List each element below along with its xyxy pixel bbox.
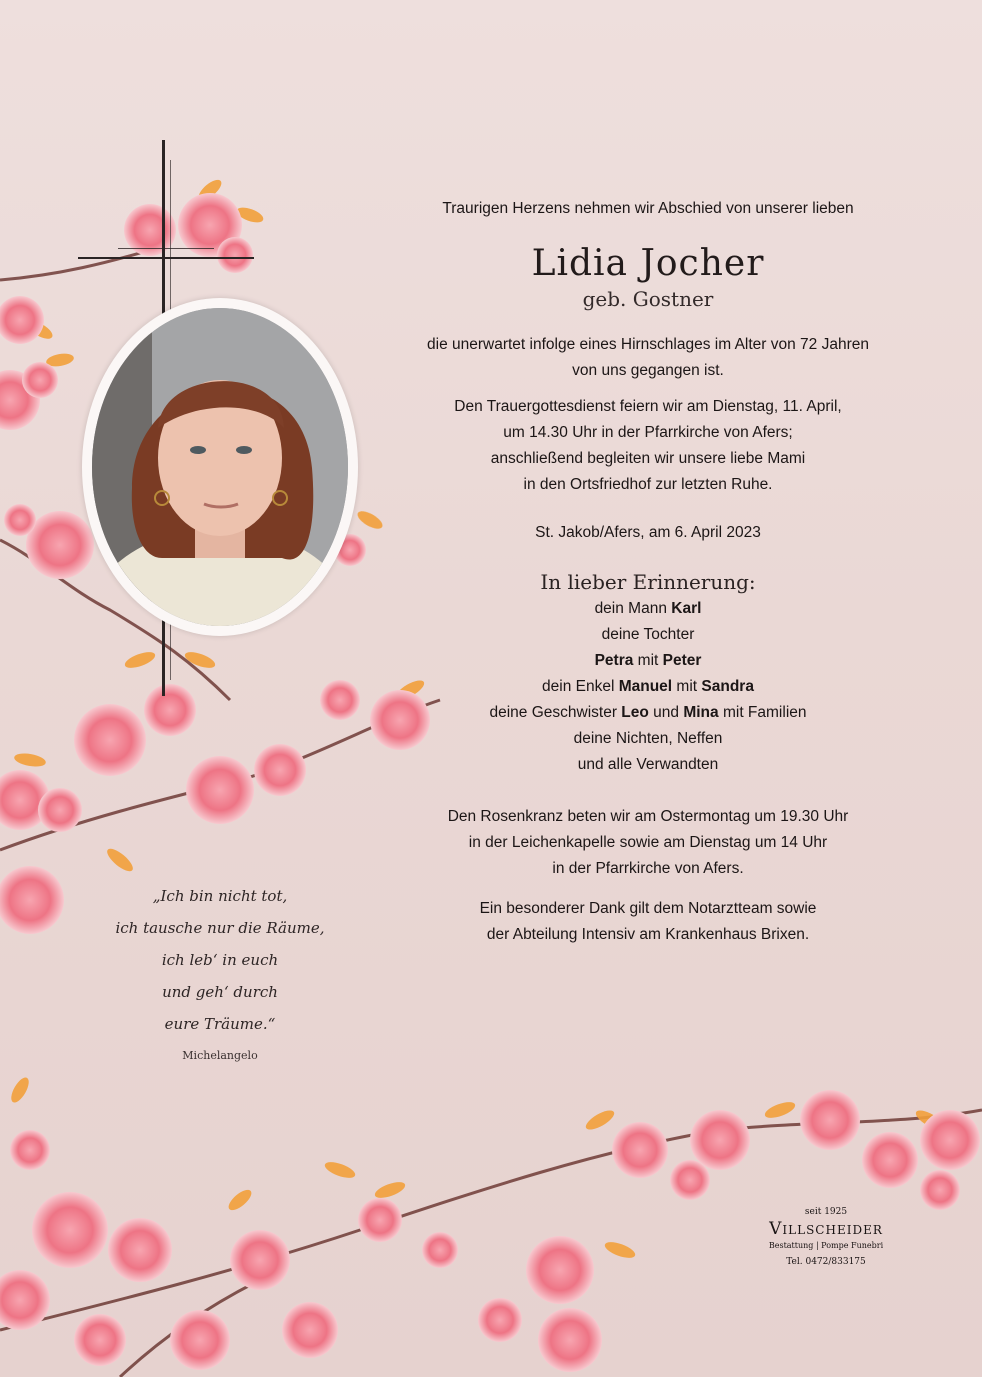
cross-horizontal-bar (78, 257, 254, 259)
family-line: deine Tochter (601, 626, 695, 643)
thanks-notice (400, 896, 896, 948)
family-line: und alle Verwandten (577, 756, 719, 773)
portrait-photo (92, 308, 348, 626)
quote-line: ich tausche nur die Räume, (115, 919, 325, 937)
family-line: deine Nichten, Neffen (573, 730, 723, 747)
quote-line: „Ich bin nicht tot, (152, 887, 288, 905)
family-line: Petra mit Peter (594, 652, 702, 669)
memorial-quote (100, 880, 340, 1040)
logo-name: Villscheider (769, 1219, 883, 1239)
quote-line: ich leb‘ in euch (161, 951, 279, 969)
service-line: Den Trauergottesdienst feiern wir am Dienstag, 11. April, (454, 398, 842, 415)
quote-author: Michelangelo (182, 1049, 258, 1062)
service-line: anschließend begleiten wir unsere liebe Mami (490, 450, 806, 467)
place-date: St. Jakob/Afers, am 6. April 2023 (535, 524, 761, 541)
funeral-service (400, 394, 896, 498)
quote-line: eure Träume.“ (164, 1015, 276, 1033)
family-line: dein Mann Karl (594, 600, 702, 617)
remembrance-heading: In lieber Erinnerung: (540, 570, 756, 594)
quote-line: und geh‘ durch (162, 983, 278, 1001)
family-list (400, 596, 896, 778)
rosary-notice (400, 804, 896, 882)
funeral-home-logo (752, 1207, 900, 1269)
passing-notice (400, 332, 896, 384)
rosary-line: in der Pfarrkirche von Afers. (552, 860, 744, 877)
logo-subtitle: Bestattung | Pompe Funebri (768, 1241, 884, 1250)
portrait-frame (82, 298, 358, 636)
passing-line: die unerwartet infolge eines Hirnschlages im Alter von 72 Jahren (427, 336, 869, 353)
maiden-name: geb. Gostner (582, 287, 714, 311)
obituary-text (400, 196, 896, 948)
logo-since: seit 1925 (804, 1207, 848, 1217)
thanks-line: der Abteilung Intensiv am Krankenhaus Brixen. (486, 926, 810, 943)
intro-text: Traurigen Herzens nehmen wir Abschied von unserer lieben (442, 200, 854, 217)
rosary-line: Den Rosenkranz beten wir am Ostermontag um 19.30 Uhr (447, 808, 849, 825)
service-line: um 14.30 Uhr in der Pfarrkirche von Afers; (503, 424, 793, 441)
cross-horizontal-line (118, 248, 214, 249)
passing-line: von uns gegangen ist. (572, 362, 724, 379)
rosary-line: in der Leichenkapelle sowie am Dienstag um 14 Uhr (468, 834, 828, 851)
service-line: in den Ortsfriedhof zur letzten Ruhe. (523, 476, 773, 493)
family-line: dein Enkel Manuel mit Sandra (542, 678, 754, 695)
portrait-illustration (92, 308, 348, 626)
thanks-line: Ein besonderer Dank gilt dem Notarztteam sowie (479, 900, 817, 917)
family-line: deine Geschwister Leo und Mina mit Familien (489, 704, 807, 721)
logo-phone: Tel. 0472/833175 (786, 1257, 866, 1267)
deceased-name: Lidia Jocher (531, 243, 765, 284)
